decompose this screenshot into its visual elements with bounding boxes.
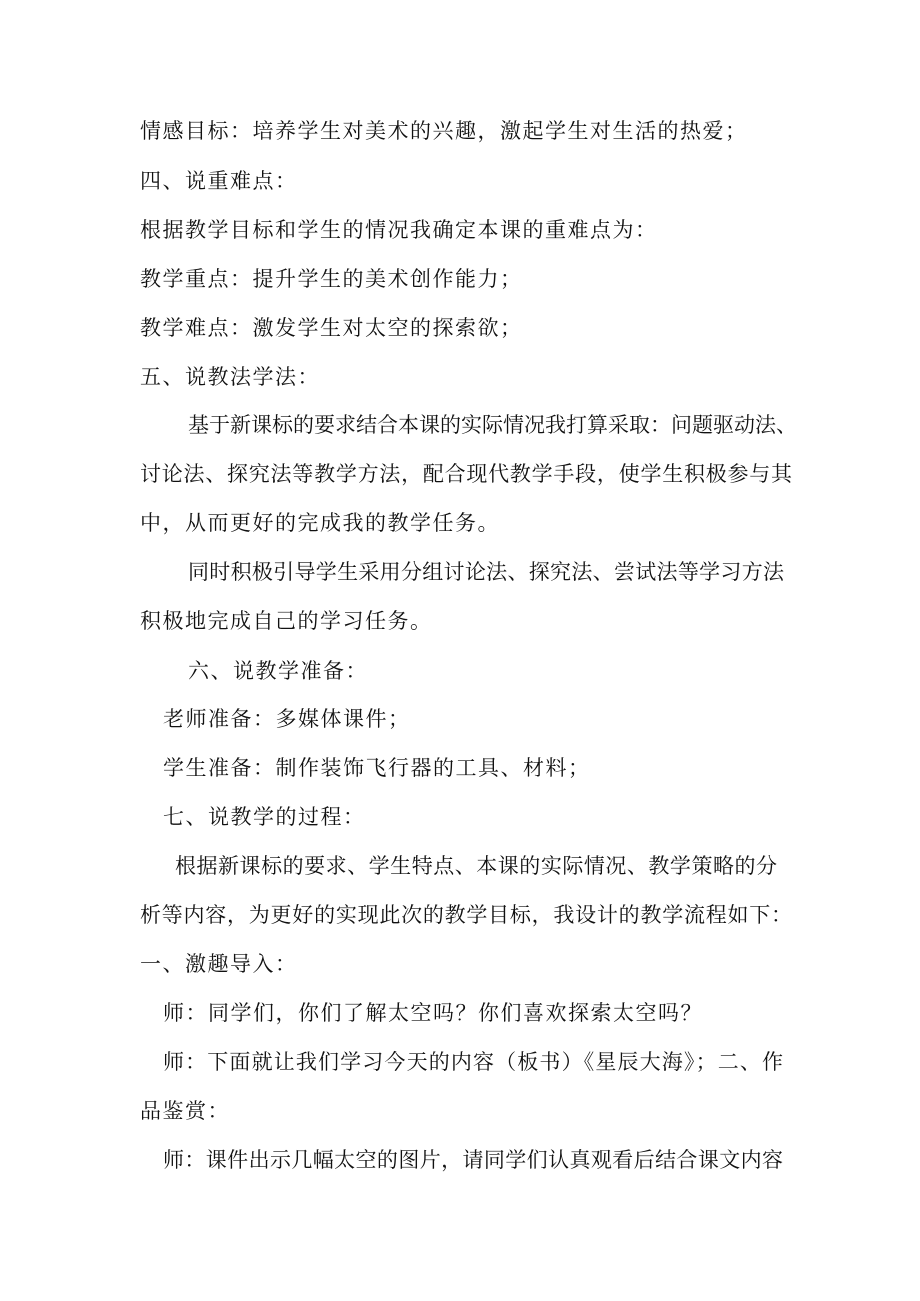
text-line-methods-3: 中，从而更好的完成我的教学任务。: [140, 511, 500, 535]
text-line-key-points-intro: 根据教学目标和学生的情况我确定本课的重难点为：: [140, 218, 658, 242]
text-line-learning-1: 同时积极引导学生采用分组讨论法、探究法、尝试法等学习方法: [188, 560, 784, 584]
heading-lead-in: 一、激趣导入：: [140, 952, 298, 976]
text-line-teacher-prep: 老师准备：多媒体课件；: [163, 707, 411, 731]
text-line-process-1: 根据新课标的要求、学生特点、本课的实际情况、教学策略的分: [175, 854, 777, 878]
text-line-teacher-slides: 师：课件出示几幅太空的图片，请同学们认真观看后结合课文内容: [163, 1148, 783, 1172]
text-line-difficult-point: 教学难点：激发学生对太空的探索欲；: [140, 316, 523, 340]
text-line-methods-2: 讨论法、探究法等教学方法，配合现代教学手段，使学生积极参与其: [140, 462, 792, 486]
text-line-emotional-goal: 情感目标：培养学生对美术的兴趣，激起学生对生活的热爱；: [140, 119, 748, 143]
text-line-teacher-intro: 师：下面就让我们学习今天的内容（板书）《星辰大海》；二、作: [163, 1050, 783, 1074]
text-line-key-point: 教学重点：提升学生的美术创作能力；: [140, 267, 523, 291]
heading-teaching-preparation: 六、说教学准备：: [188, 659, 368, 683]
text-line-teacher-question: 师：同学们，你们了解太空吗？你们喜欢探索太空吗？: [163, 1001, 703, 1025]
text-line-process-2: 析等内容，为更好的实现此次的教学目标，我设计的教学流程如下：: [140, 903, 792, 927]
heading-work-appreciation: 品鉴赏：: [140, 1099, 230, 1123]
text-line-methods-1: 基于新课标的要求结合本课的实际情况我打算采取：问题驱动法、: [188, 413, 797, 437]
heading-teaching-process: 七、说教学的过程：: [163, 805, 366, 829]
heading-key-difficult-points: 四、说重难点：: [140, 169, 298, 193]
heading-teaching-methods: 五、说教法学法：: [140, 365, 320, 389]
text-line-student-prep: 学生准备：制作装饰飞行器的工具、材料；: [163, 756, 591, 780]
text-line-learning-2: 积极地完成自己的学习任务。: [140, 609, 433, 633]
